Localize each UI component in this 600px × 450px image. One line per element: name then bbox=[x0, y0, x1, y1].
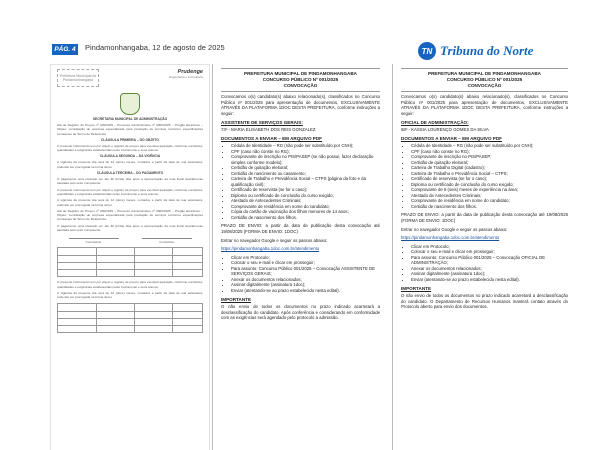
list-item: • Colocar o seu e-mail e clicar em prosseguir; bbox=[411, 249, 568, 255]
list-item: • Clicar em Protocolo; bbox=[411, 244, 568, 250]
list-item: • Certificado de reservista (se for o caso); bbox=[231, 187, 380, 193]
list-item: • Carteira de Trabalho Digital (cadastro); bbox=[411, 165, 568, 171]
list-item: • Assinar digitalmente (assinatura 1doc); bbox=[231, 282, 380, 288]
list-item: • CPF (caso não conste no RG); bbox=[231, 149, 380, 155]
steps-list bbox=[401, 244, 568, 283]
prefeitura-title: PREFEITURA MUNICIPAL DE PINDAMONHANGABA bbox=[244, 71, 357, 76]
list-item: • Certidão de nascimento dos filhos. bbox=[231, 215, 380, 221]
list-item: • Atestado de Antecedentes Criminais; bbox=[411, 193, 568, 199]
important-heading: IMPORTANTE bbox=[401, 286, 432, 292]
list-item: • CPF (caso não conste no RG); bbox=[411, 149, 568, 155]
deadline: PRAZO DE ENVIO: a partir da data de publicação desta convocação até 19/08/2025 (FORMA DE ENVIO: 1DOC) bbox=[221, 223, 380, 234]
paragraph: O presente instrumento tem por objeto o registro de preços para eventual aquisição, conforme condições, quantidades e exigências estabelecidas neste instrumento e seus anexos. bbox=[57, 280, 203, 289]
concurso-title: CONCURSO PÚBLICO Nº 001/2025 bbox=[446, 77, 523, 82]
prefeitura-title: PREFEITURA MUNICIPAL DE PINDAMONHANGABA bbox=[428, 71, 541, 76]
brand-subtitle: Engenharia e Consultoria bbox=[169, 75, 203, 79]
paragraph: O pagamento será efetuado em até 30 (trinta) dias após a apresentação da nota fiscal devidamente atestada pelo setor competente. bbox=[57, 177, 203, 186]
logo-name: Tribuna do Norte bbox=[440, 43, 534, 58]
access-instructions: Entrar no navegador Google e seguir os passos abaixo: bbox=[401, 226, 508, 232]
list-item: • Comprovante de residência em nome do candidato; bbox=[231, 204, 380, 210]
paragraph: O presente instrumento tem por objeto o registro de preços para eventual aquisição, conforme condições, quantidades e exigências estabelecidas neste instrumento e seus anexos. bbox=[57, 143, 203, 153]
paragraph: O presente instrumento tem por objeto o registro de preços para eventual aquisição, conforme condições, quantidades e exigências estabelecidas neste instrumento e seus anexos. bbox=[57, 187, 203, 196]
docs-heading: DOCUMENTOS A ENVIAR – EM ARQUIVO PDF bbox=[221, 136, 322, 142]
candidate-name: 68º - KASSIA LOURENÇO GOMES DA SILVA bbox=[401, 127, 489, 133]
price-table bbox=[57, 247, 203, 277]
list-item: • Cópia do cartão de vacinação dos filhos menores de 14 anos; bbox=[231, 209, 380, 215]
list-item: • Certificado de reservista (se for o caso); bbox=[411, 176, 568, 182]
protocol-link[interactable]: https://pindamonhangaba.1doc.com.br/atendimento bbox=[401, 235, 500, 241]
list-item: • Para assunto: Concurso Público 001/2025 – Convocação OFICIAL DE ADMINISTRAÇÃO; bbox=[411, 255, 568, 266]
docs-heading: DOCUMENTOS A ENVIAR – EM ARQUIVO PDF bbox=[401, 136, 502, 142]
list-item: • Certidão de quitação eleitoral; bbox=[411, 160, 568, 166]
convocacao-title: CONVOCAÇÃO bbox=[467, 83, 502, 88]
convocation-header bbox=[221, 68, 380, 92]
city-coat-of-arms-icon bbox=[120, 93, 140, 115]
list-item: • Comprovante de inscrição no PIS/PASEP (se não possui, fazer declaração simples conforme modelo); bbox=[231, 154, 380, 165]
list-item: • Enviar (atentando-se ao prazo estabelecido nesta edital). bbox=[411, 277, 568, 283]
intro-paragraph: Convocamos o(s) candidato(s) abaixo relacionado(s), classificados no Concurso Público nº 001/2025 para apresentação de documentos, EXCLUSIVAMENTE ATRAVÉS DA PLATAFORMA 1DOC DESTA PREFEITURA, conforme instruções a seguir: bbox=[401, 94, 568, 116]
list-item: • Atestado de Antecedentes Criminais; bbox=[231, 198, 380, 204]
secretaria-title: SECRETARIA MUNICIPAL DE ADMINISTRAÇÃO bbox=[92, 117, 168, 121]
list-item: • Cédula de Identidade – RG (não pode ser substituído por CNH); bbox=[411, 143, 568, 149]
newspaper-logo bbox=[418, 42, 533, 60]
list-item: • Anexar os documentos relacionados; bbox=[231, 277, 380, 283]
brand-title: Prudenge bbox=[177, 69, 203, 75]
list-item: • Clicar em Protocolo; bbox=[231, 255, 380, 261]
paragraph: Ata de Registro de Preços nº 000/2025 – Processo Administrativo nº 0000/2025 – Pregão Eletrônico – Objeto: contratação de empresa especializada para prestação de serviços conforme especificações constantes do Termo de Referência. bbox=[57, 123, 203, 136]
logo-emblem-icon: TN bbox=[418, 42, 436, 60]
list-item: • Certidão de nascimento ou casamento; bbox=[231, 171, 380, 177]
price-table-2 bbox=[57, 303, 203, 333]
signature-contratante: Contratante bbox=[69, 238, 119, 244]
column-convocacao-1 bbox=[212, 64, 386, 450]
paragraph: O pagamento será efetuado em até 30 (trinta) dias após a apresentação da nota fiscal devidamente atestada pelo setor competente. bbox=[57, 223, 203, 233]
list-item: • Carteira de Trabalho e Previdência Social – CTPS; bbox=[411, 171, 568, 177]
protocol-link[interactable]: https://pindamonhangaba.1doc.com.br/atendimento bbox=[221, 246, 320, 252]
prudenge-brand bbox=[169, 69, 203, 87]
paragraph: Ata de Registro de Preços nº 000/2025 – Processo Administrativo nº 0000/2025 – Pregão Eletrônico – Objeto: contratação de empresa especializada para prestação de serviços conforme especificações constantes do Termo de Referência. bbox=[57, 208, 203, 222]
docs-list bbox=[401, 143, 568, 209]
convocation-header bbox=[401, 68, 568, 92]
list-item: • Anexar os documentos relacionados; bbox=[411, 266, 568, 272]
signature-contratada: Contratada bbox=[142, 238, 192, 244]
list-item: • Cédula de Identidade – RG (não pode ser substituído por CNH); bbox=[231, 143, 380, 149]
paragraph: A vigência da presente Ata será de 12 (doze) meses, contados a partir da data de sua assinatura, podendo ser prorrogada na forma da lei. bbox=[57, 198, 203, 207]
steps-list bbox=[221, 255, 380, 294]
list-item: • Comprovante de 6 (seis) meses de experiência na área; bbox=[411, 187, 568, 193]
column-convocacao-2 bbox=[392, 64, 572, 450]
page-number-badge: PÁG. 4 bbox=[52, 44, 78, 55]
important-heading: IMPORTANTE bbox=[221, 297, 252, 303]
list-item: • Colocar o seu e-mail e clicar em prosseguir; bbox=[231, 260, 380, 266]
list-item: • Diploma ou certificado de conclusão do curso exigido; bbox=[231, 193, 380, 199]
page-header bbox=[0, 0, 600, 60]
clause-heading: CLÁUSULA TERCEIRA – DO PAGAMENTO bbox=[96, 171, 164, 176]
clause-heading: CLÁUSULA PRIMEIRA – DO OBJETO bbox=[101, 137, 159, 142]
intro-paragraph: Convocamos o(s) candidato(s) abaixo relacionado(s), classificados no Concurso Público nº 001/2025 para apresentação de documentos, EXCLUSIVAMENTE ATRAVÉS DA PLATAFORMA 1DOC DESTA PREFEITURA, conforme instruções a seguir: bbox=[221, 94, 380, 116]
column-ata-registro bbox=[50, 64, 210, 450]
paragraph: A vigência da presente Ata será de 12 (doze) meses, contados a partir da data de sua assinatura, podendo ser prorrogada na forma da lei. bbox=[57, 160, 203, 169]
signature-lines bbox=[57, 238, 203, 244]
list-item: • Enviar (atentando-se ao prazo estabelecido nesta edital). bbox=[231, 288, 380, 294]
list-item: • Assinar digitalmente (assinatura 1doc); bbox=[411, 271, 568, 277]
deadline: PRAZO DE ENVIO: a partir da data de publicação desta convocação até 19/08/2025 (FORMA DE ENVIO: 1DOC) bbox=[401, 212, 568, 223]
role-heading: ASSISTENTE DE SERVIÇOS GERAIS: bbox=[221, 120, 303, 126]
list-item: • Carteira de Trabalho e Previdência Social – CTPS (página da foto e da qualificação civil); bbox=[231, 176, 380, 187]
list-item: • Certidão de nascimento dos filhos. bbox=[411, 204, 568, 210]
clause-heading: CLÁUSULA SEGUNDA – DA VIGÊNCIA bbox=[99, 154, 161, 159]
docs-list bbox=[221, 143, 380, 220]
list-item: • Certidão de quitação eleitoral; bbox=[231, 165, 380, 171]
dateline: Pindamonhangaba, 12 de agosto de 2025 bbox=[85, 43, 225, 52]
concurso-title: CONCURSO PÚBLICO Nº 001/2025 bbox=[262, 77, 339, 82]
list-item: • Para assunto: Concurso Público 001/2025 – Convocação ASSISTENTE DE SERVIÇOS GERAIS; bbox=[231, 266, 380, 277]
list-item: • Comprovante de residência em nome do candidato; bbox=[411, 198, 568, 204]
access-instructions: Entrar no navegador Google e seguir os passos abaixo: bbox=[221, 237, 328, 243]
stamp-box: Prefeitura Municipal de Pindamonhangaba bbox=[57, 69, 99, 87]
list-item: • Diploma ou certificado de conclusão do curso exigido; bbox=[411, 182, 568, 188]
convocacao-title: CONVOCAÇÃO bbox=[283, 83, 318, 88]
candidate-name: 73º - MARIA ELISABETH DOS REIS GONZALEZ bbox=[221, 127, 316, 133]
important-text: O não envio de todos os documentos no prazo indicado acarretará a desclassificação do candidato. Após conferência e considerando em conformidade com as exigências será agendado pelo protocolo a admissão. bbox=[221, 304, 380, 321]
paragraph: A vigência da presente Ata será de 12 (doze) meses, contados a partir da data de sua assinatura, podendo ser prorrogada na forma da lei. bbox=[57, 290, 203, 300]
list-item: • Comprovante de inscrição no PIS/PASEP; bbox=[411, 154, 568, 160]
important-text: O não envio de todos os documentos no prazo indicado acarretará a desclassificação do candidato. O Departamento de Recursos Humanos manterá contato através do Protocolo aberto para envio dos documentos. bbox=[401, 293, 568, 310]
role-heading: OFICIAL DE ADMINISTRAÇÃO: bbox=[401, 120, 469, 126]
